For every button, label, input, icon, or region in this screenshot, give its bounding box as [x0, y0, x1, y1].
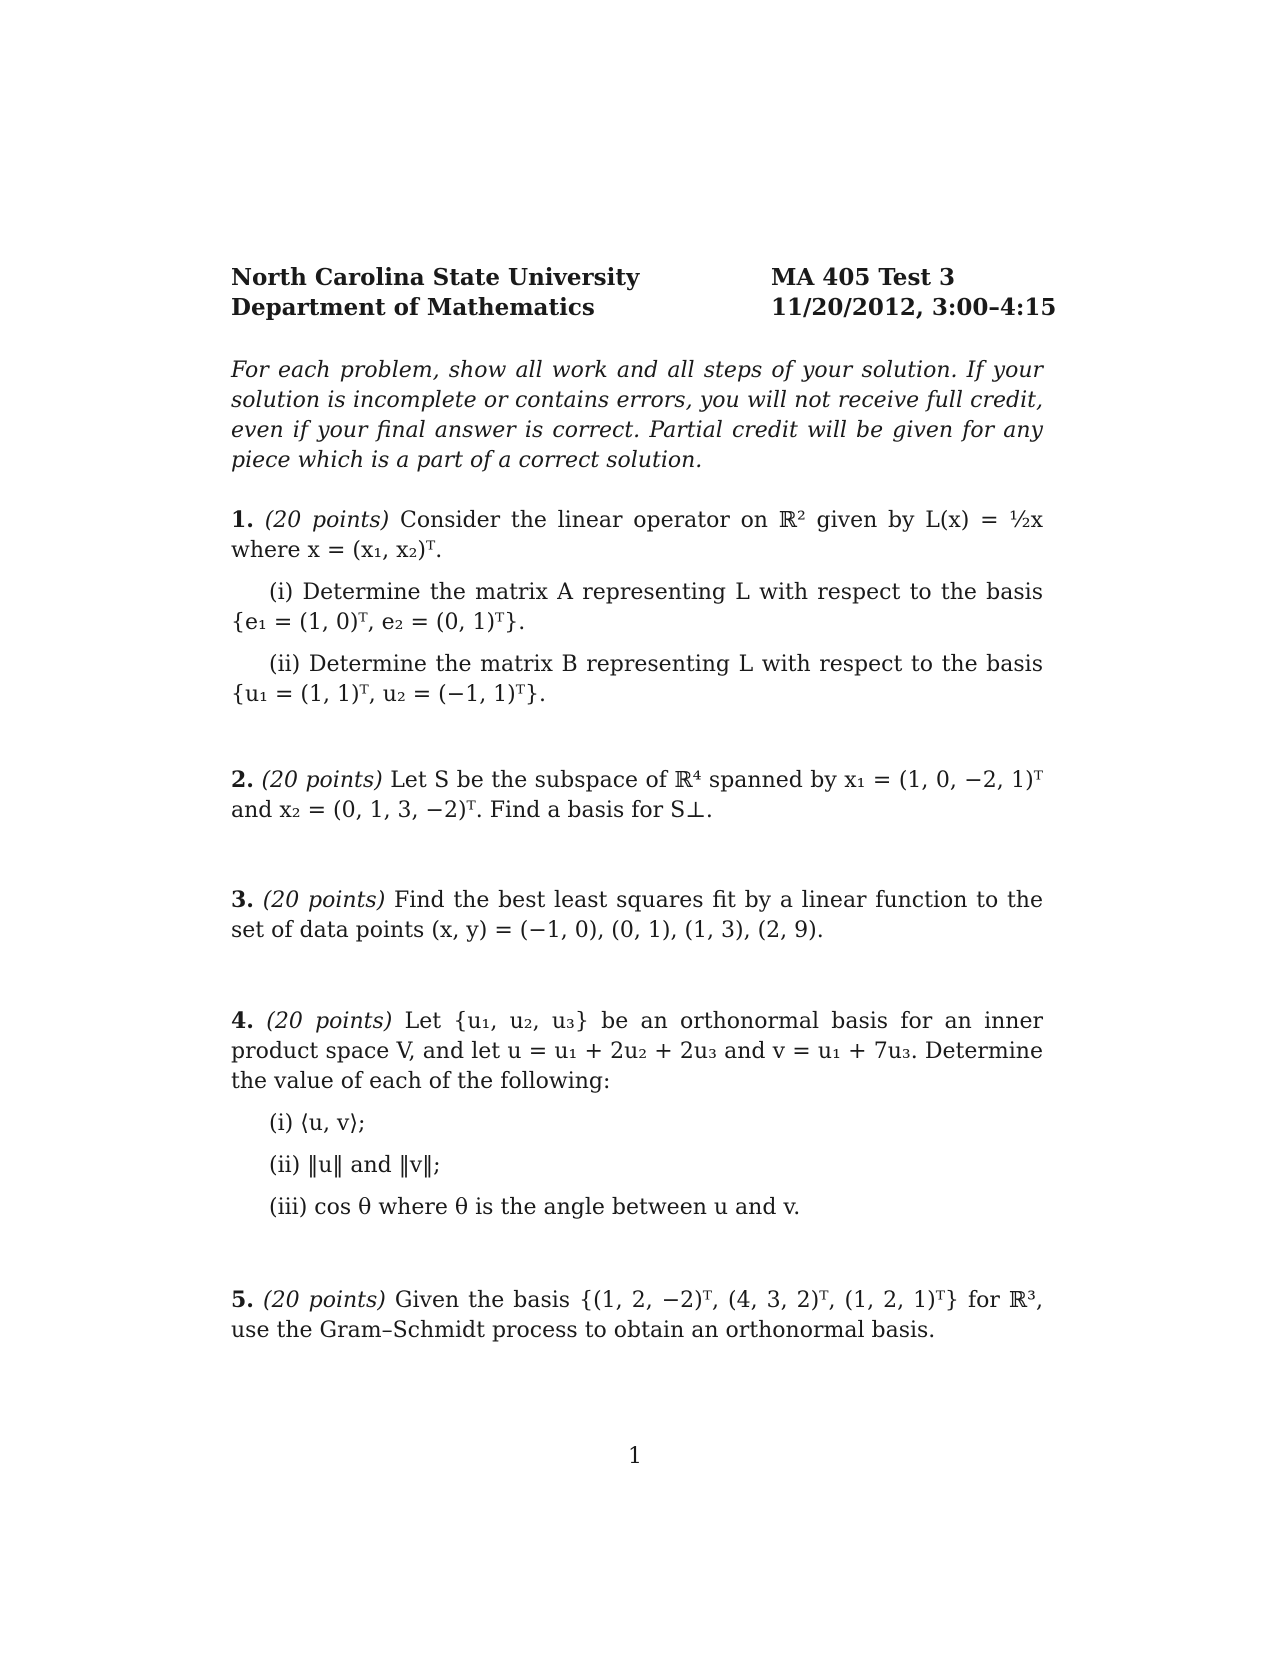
problem-4-part-iii: (iii) cos θ where θ is the angle between u and v.	[269, 1195, 801, 1220]
problem-4-part-i: (i) ⟨u, v⟩;	[269, 1111, 366, 1136]
problem-points: (20 points)	[264, 508, 390, 533]
exam-date-time: 11/20/2012, 3:00–4:15	[771, 294, 1057, 321]
problem-number: 3.	[231, 887, 254, 913]
problem-points: (20 points)	[262, 888, 386, 913]
problem-4-statement	[231, 1006, 1043, 1097]
problem-1-statement	[231, 505, 1043, 566]
problem-4-part-ii: (ii) ‖u‖ and ‖v‖;	[269, 1153, 441, 1178]
problem-1-part-ii: (ii) Determine the matrix B representing L with respect to the basis {u₁ = (1, 1)ᵀ, u₂ = (−1, 1)ᵀ}.	[231, 652, 1043, 707]
problem-1	[231, 505, 1043, 710]
problem-1-part-i: (i) Determine the matrix A representing L with respect to the basis {e₁ = (1, 0)ᵀ, e₂ = (0, 1)ᵀ}.	[231, 580, 1043, 635]
course-test-title: MA 405 Test 3	[771, 264, 956, 291]
problem-5	[231, 1285, 1043, 1346]
problem-number: 2.	[231, 767, 254, 793]
page-number: 1	[628, 1444, 642, 1469]
problem-text: Consider the linear operator on ℝ² given by L(x) = ½x where x = (x₁, x₂)ᵀ.	[231, 508, 1043, 563]
problem-4	[231, 1006, 1043, 1223]
problem-number: 4.	[231, 1008, 254, 1034]
department-name: Department of Mathematics	[231, 294, 595, 321]
institution-name: North Carolina State University	[231, 264, 640, 291]
problem-number: 1.	[231, 507, 254, 533]
instructions-paragraph: For each problem, show all work and all steps of your solution. If your solution is incomplete or contains errors, you will not receive full credit, even if your final answer is correct. Partial credit will be given for any piece which is a part of a correct solution.	[231, 358, 1043, 473]
header-right	[771, 263, 1056, 323]
problem-2	[231, 765, 1043, 826]
problem-number: 5.	[231, 1287, 254, 1313]
problem-text: Given the basis {(1, 2, −2)ᵀ, (4, 3, 2)ᵀ, (1, 2, 1)ᵀ} for ℝ³, use the Gram–Schmidt process to obtain an orthonormal basis.	[231, 1288, 1043, 1343]
problem-3	[231, 885, 1043, 946]
problem-text: Find the best least squares fit by a linear function to the set of data points (x, y) = (−1, 0), (0, 1), (1, 3), (2, 9).	[231, 888, 1043, 943]
header-left	[231, 263, 639, 323]
problem-points: (20 points)	[261, 768, 383, 793]
problem-points: (20 points)	[263, 1288, 386, 1313]
problem-text: Let {u₁, u₂, u₃} be an orthonormal basis for an inner product space V, and let u = u₁ + 2u₂ + 2u₃ and v = u₁ + 7u₃. Determine the value of each of the following:	[231, 1009, 1043, 1094]
problem-text: Let S be the subspace of ℝ⁴ spanned by x₁ = (1, 0, −2, 1)ᵀ and x₂ = (0, 1, 3, −2)ᵀ. Find a basis for S⊥.	[231, 768, 1043, 823]
problem-points: (20 points)	[266, 1009, 393, 1034]
